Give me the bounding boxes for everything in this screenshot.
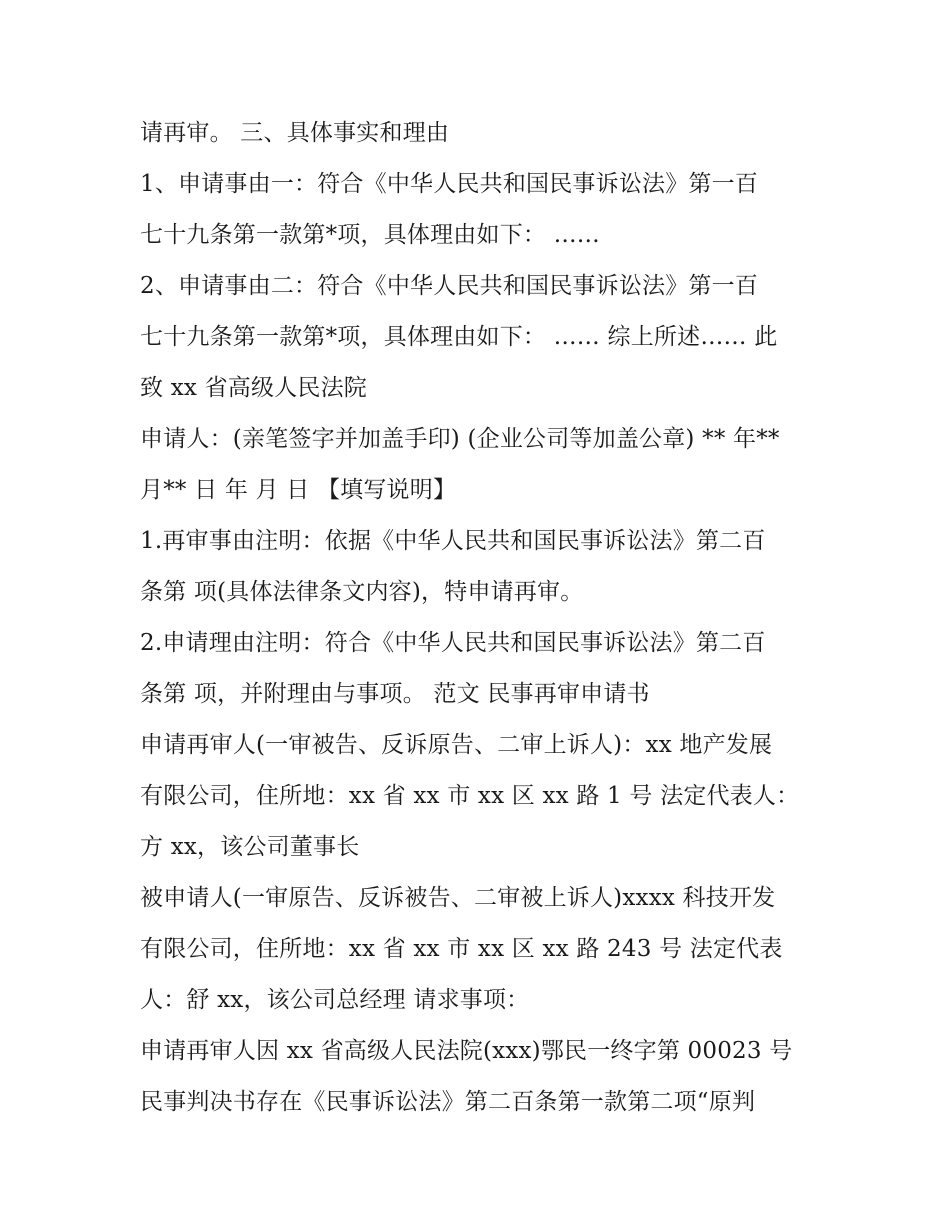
- text-line: 1.再审事由注明：依据《中华人民共和国民事诉讼法》第二百: [140, 528, 766, 554]
- text-line: 申请再审人(一审被告、反诉原告、二审上诉人)：xx 地产发展: [140, 732, 773, 758]
- text-line: 有限公司，住所地：xx 省 xx 市 xx 区 xx 路 1 号 法定代表人：: [140, 783, 800, 809]
- document-body: [140, 108, 820, 1128]
- text-line: 致 xx 省高级人民法院: [140, 375, 367, 401]
- text-line: 条第 项(具体法律条文内容)，特申请再审。: [140, 579, 584, 605]
- text-line: 七十九条第一款第*项，具体理由如下： ……: [140, 222, 601, 248]
- text-line: 七十九条第一款第*项，具体理由如下： …… 综上所述…… 此: [140, 324, 778, 350]
- text-line: 条第 项，并附理由与事项。 范文 民事再审申请书: [140, 681, 650, 707]
- text-line: 请再审。 三、具体事实和理由: [140, 120, 450, 146]
- text-line: 申请人：(亲笔签字并加盖手印) (企业公司等加盖公章) ** 年**: [140, 426, 780, 452]
- text-line: 民事判决书存在《民事诉讼法》第二百条第一款第二项“原判: [140, 1089, 756, 1115]
- text-line: 被申请人(一审原告、反诉被告、二审被上诉人)xxxx 科技开发: [140, 885, 776, 911]
- text-line: 月** 日 年 月 日 【填写说明】: [140, 477, 457, 503]
- text-line: 方 xx，该公司董事长: [140, 834, 360, 860]
- text-line: 有限公司，住所地：xx 省 xx 市 xx 区 xx 路 243 号 法定代表: [140, 936, 783, 962]
- text-line: 1、申请事由一：符合《中华人民共和国民事诉讼法》第一百: [140, 171, 759, 197]
- text-line: 2.申请理由注明：符合《中华人民共和国民事诉讼法》第二百: [140, 630, 766, 656]
- text-line: 申请再审人因 xx 省高级人民法院(xxx)鄂民一终字第 00023 号: [140, 1038, 793, 1064]
- text-line: 人：舒 xx，该公司总经理 请求事项：: [140, 987, 530, 1013]
- text-line: 2、申请事由二：符合《中华人民共和国民事诉讼法》第一百: [140, 273, 759, 299]
